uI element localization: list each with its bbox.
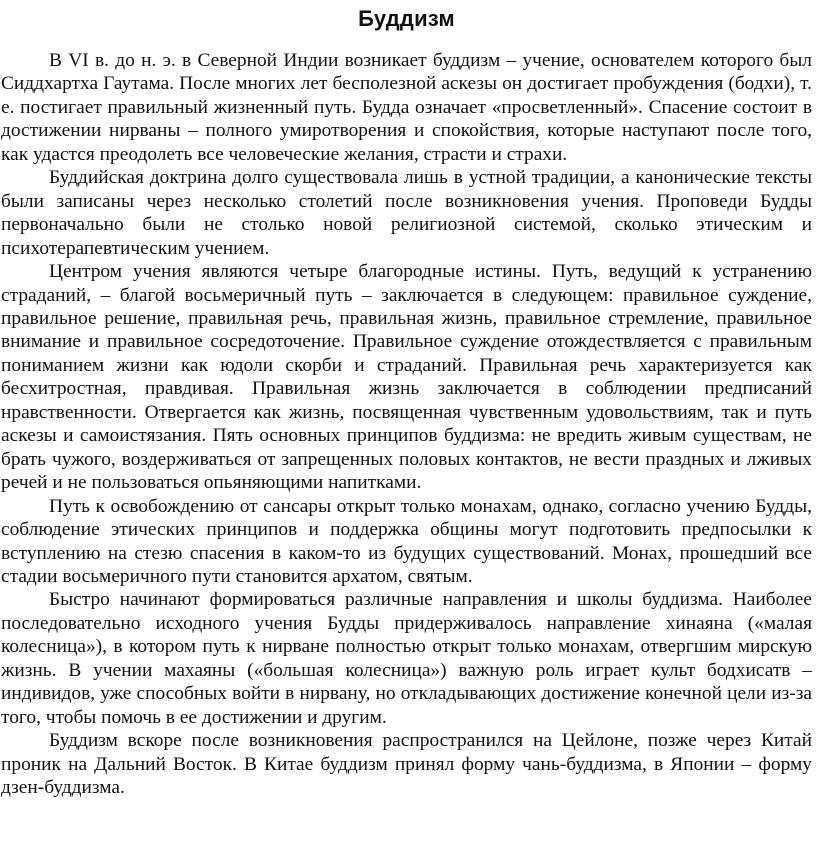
paragraph: Быстро начинают формироваться различные направления и школы буддизма. Наиболее последовательно исходного учения Будды придерживалось направление хинаяна («малая колесница»), в котором путь к нирване полностью открыт только монахам, отвергшим мирскую жизнь. В учении махаяны («большая колесница») важную роль играет культ бодхисатв – индивидов, уже способных войти в нирвану, но откладывающих достижение конечной цели из-за того, чтобы помочь в ее достижении и другим. <box>1 589 812 728</box>
paragraph: В VI в. до н. э. в Северной Индии возникает буддизм – учение, основателем которого был Сиддхартха Гаутама. После многих лет бесполезной аскезы он достигает пробуждения (бодхи), т. е. постигает правильный жизненный путь. Будда означает «просветленный». Спасение состоит в достижении нирваны – полного умиротворения и спокойствия, которые наступают после того, как удастся преодолеть все человеческие желания, страсти и страхи. <box>1 50 812 165</box>
document-body <box>1 49 812 800</box>
page-title: Буддизм <box>358 6 455 31</box>
paragraph: Буддизм вскоре после возникновения распространился на Цейлоне, позже через Китай проник на Дальний Восток. В Китае буддизм принял форму чань-буддизма, в Японии – форму дзен-буддизма. <box>1 730 812 799</box>
paragraph: Путь к освобождению от сансары открыт только монахам, однако, согласно учению Будды, соблюдение этических принципов и поддержка общины могут подготовить предпосылки к вступлению на стезю спасения в каком-то из будущих существований. Монах, прошедший все стадии восьмеричного пути становится архатом, святым. <box>1 495 812 587</box>
paragraph: Буддийская доктрина долго существовала лишь в устной традиции, а канонические тексты были записаны через несколько столетий после возникновения учения. Проповеди Будды первоначально были не столько новой религиозной системой, сколько этическим и психотерапевтическим учением. <box>1 167 812 259</box>
paragraph: Центром учения являются четыре благородные истины. Путь, ведущий к устранению страданий, – благой восьмеричный путь – заключается в следующем: правильное суждение, правильное решение, правильная речь, правильная жизнь, правильное стремление, правильное внимание и правильное сосредоточение. Правильное суждение отождествляется с правильным пониманием жизни как юдоли скорби и страданий. Правильная речь характеризуется как бесхитростная, правдивая. Правильная жизнь заключается в соблюдении предписаний нравственности. Отвергается как жизнь, посвященная чувственным удовольствиям, так и путь аскезы и самоистязания. Пять основных принципов буддизма: не вредить живым существам, не брать чужого, воздерживаться от запрещенных половых контактов, не вести праздных и лживых речей и не пользоваться опьяняющими напитками. <box>1 261 812 494</box>
